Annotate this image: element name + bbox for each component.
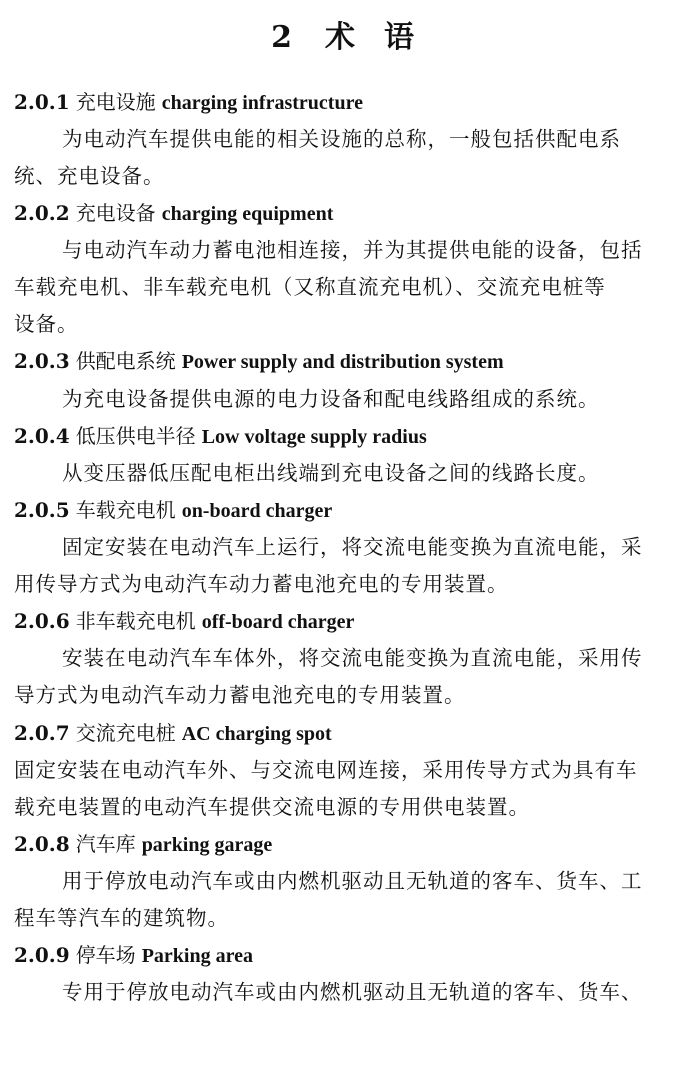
- term-definition-line: 车载充电机、非车载充电机（又称直流充电机）、交流充电桩等: [14, 275, 606, 299]
- term-definition-line: 固定安装在电动汽车上运行，将交流电能变换为直流电能，采: [62, 535, 643, 559]
- term-zh: 充电设施: [75, 90, 156, 114]
- term-definition-line: 安装在电动汽车车体外，将交流电能变换为直流电能，采用传: [62, 646, 643, 670]
- term-definition-line: 固定安装在电动汽车外、与交流电网连接，采用传导方式为具有车: [14, 758, 638, 782]
- term-heading: [14, 831, 272, 858]
- term-definition-line: 导方式为电动汽车动力蓄电池充电的专用装置。: [14, 683, 466, 707]
- term-definition-line: 为电动汽车提供电能的相关设施的总称，一般包括供配电系: [62, 127, 621, 151]
- term-definition-line: 为充电设备提供电源的电力设备和配电线路组成的系统。: [62, 387, 600, 411]
- term-zh: 低压供电半径: [75, 424, 196, 448]
- term-heading: [14, 608, 354, 635]
- term-zh: 交流充电桩: [75, 721, 176, 745]
- term-zh: 汽车库: [75, 832, 136, 856]
- term-en: charging equipment: [161, 203, 334, 225]
- term-definition-line: 载充电装置的电动汽车提供交流电源的专用供电装置。: [14, 795, 530, 819]
- section-number: 2: [271, 20, 293, 55]
- section-title-char-2: 语: [383, 20, 415, 55]
- term-code: 2.0.7: [14, 721, 70, 745]
- term-definition-line: 用于停放电动汽车或由内燃机驱动且无轨道的客车、货车、工: [62, 869, 643, 893]
- term-definition-line: 程车等汽车的建筑物。: [14, 906, 229, 930]
- term-heading: [14, 942, 253, 969]
- term-zh: 非车载充电机: [75, 609, 196, 633]
- term-en: charging infrastructure: [161, 92, 363, 114]
- term-definition-line: 统、充电设备。: [14, 164, 165, 188]
- term-code: 2.0.1: [14, 90, 70, 114]
- term-en: AC charging spot: [181, 723, 332, 745]
- term-heading: [14, 89, 363, 116]
- term-definition-line: 从变压器低压配电柜出线端到充电设备之间的线路长度。: [62, 461, 600, 485]
- term-heading: [14, 497, 332, 524]
- term-code: 2.0.3: [14, 349, 70, 373]
- term-code: 2.0.6: [14, 609, 70, 633]
- term-definition-line: 专用于停放电动汽车或由内燃机驱动且无轨道的客车、货车、: [62, 980, 643, 1004]
- term-en: Power supply and distribution system: [181, 351, 504, 373]
- term-en: Low voltage supply radius: [201, 426, 427, 448]
- term-heading: [14, 720, 332, 747]
- section-title-char-1: 术: [324, 20, 356, 55]
- term-code: 2.0.9: [14, 943, 70, 967]
- term-code: 2.0.5: [14, 498, 70, 522]
- term-heading: [14, 423, 427, 450]
- term-heading: [14, 348, 504, 375]
- term-code: 2.0.2: [14, 201, 70, 225]
- term-heading: [14, 200, 333, 227]
- term-definition-line: 设备。: [14, 312, 79, 336]
- term-code: 2.0.4: [14, 424, 70, 448]
- term-zh: 供配电系统: [75, 349, 176, 373]
- term-zh: 车载充电机: [75, 498, 176, 522]
- term-definition-line: 用传导方式为电动汽车动力蓄电池充电的专用装置。: [14, 572, 509, 596]
- section-title: [0, 12, 700, 56]
- term-en: parking garage: [141, 834, 273, 856]
- term-en: on-board charger: [181, 500, 333, 522]
- term-definition-line: 与电动汽车动力蓄电池相连接，并为其提供电能的设备，包括: [62, 238, 643, 262]
- term-en: off-board charger: [201, 611, 355, 633]
- term-zh: 充电设备: [75, 201, 156, 225]
- term-code: 2.0.8: [14, 832, 70, 856]
- term-zh: 停车场: [75, 943, 136, 967]
- term-en: Parking area: [141, 945, 253, 967]
